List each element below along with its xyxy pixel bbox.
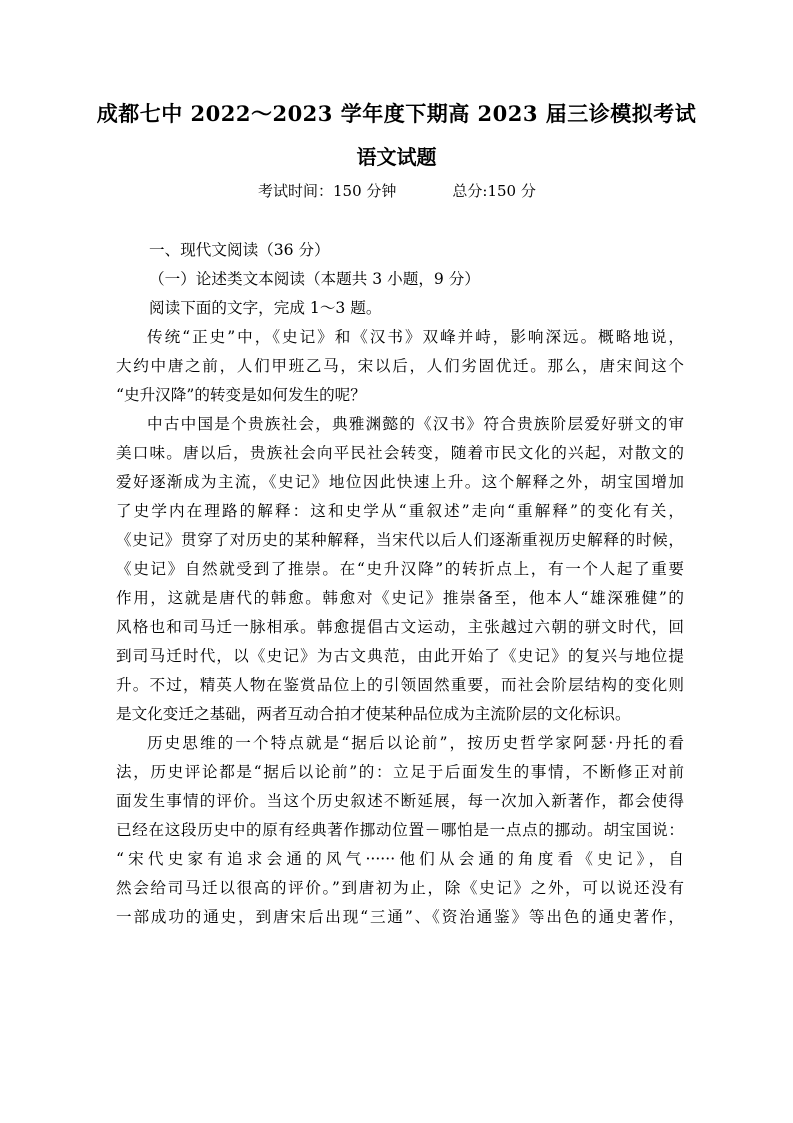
paragraph-line: 已经在这段历史中的原有经典著作挪动位置－哪怕是一点点的挪动。胡宝国说：: [116, 821, 684, 839]
paragraph-line: 法，历史评论都是“据后以论前”的：立足于后面发生的事情，不断修正对前: [116, 763, 684, 781]
paragraph-line: 中古中国是个贵族社会，典雅渊懿的《汉书》符合贵族阶层爱好骈文的审: [147, 415, 684, 433]
paragraph-3: [116, 729, 684, 932]
exam-total-score: 总分:150 分: [452, 182, 536, 200]
paragraph-line: 爱好逐渐成为主流，《史记》地位因此快速上升。这个解释之外，胡宝国增加: [116, 473, 684, 491]
paragraph-line: 是文化变迁之基础，两者互动合拍才使某种品位成为主流阶层的文化标识。: [116, 705, 631, 723]
section-heading: 一、现代文阅读（36 分）: [149, 241, 330, 259]
paragraph-line: 了史学内在理路的解释：这和史学从“重叙述”走向“重解释”的变化有关，: [116, 502, 684, 520]
paragraph-line: 面发生事情的评价。当这个历史叙述不断延展，每一次加入新著作，都会使得: [116, 792, 684, 810]
exam-title: 成都七中 2022～2023 学年度下期高 2023 届三诊模拟考试: [96, 101, 697, 126]
paragraph-line: 然会给司马迁以很高的评价。”到唐初为止，除《史记》之外，可以说还没有: [116, 879, 684, 897]
paragraph-1: [116, 323, 684, 410]
paragraph-line: 《史记》自然就受到了推崇。在“史升汉降”的转折点上，有一个人起了重要: [116, 560, 684, 578]
exam-meta: [258, 180, 536, 201]
paragraph-2: [116, 410, 684, 729]
paragraph-line: 传统“正史”中，《史记》和《汉书》双峰并峙，影响深远。概略地说，: [147, 328, 684, 346]
exam-body: [116, 236, 684, 932]
paragraph-line: “宋代史家有追求会通的风气······他们从会通的角度看《史记》，自: [116, 850, 684, 868]
paragraph-line: 到司马迁时代，以《史记》为古文典范，由此开始了《史记》的复兴与地位提: [116, 647, 684, 665]
paragraph-line: 美口味。唐以后，贵族社会向平民社会转变，随着市民文化的兴起，对散文的: [116, 444, 684, 462]
paragraph-line: 作用，这就是唐代的韩愈。韩愈对《史记》推崇备至，他本人“雄深雅健”的: [116, 589, 684, 607]
exam-subtitle: 语文试题: [356, 145, 437, 169]
paragraph-line: 升。不过，精英人物在鉴赏品位上的引领固然重要，而社会阶层结构的变化则: [116, 676, 684, 694]
exam-time: 考试时间：150 分钟: [258, 182, 397, 200]
paragraph-line: 大约中唐之前，人们甲班乙马，宋以后，人们劣固优迁。那么，唐宋间这个: [116, 357, 684, 375]
paragraph-line: “史升汉降”的转变是如何发生的呢？: [116, 386, 366, 404]
section-instruction: 阅读下面的文字，完成 1～3 题。: [149, 299, 382, 317]
paragraph-line: 风格也和司马迁一脉相承。韩愈提倡古文运动，主张越过六朝的骈文时代，回: [116, 618, 684, 636]
section-subheading: （一）论述类文本阅读（本题共 3 小题，9 分）: [149, 270, 480, 288]
paragraph-line: 历史思维的一个特点就是“据后以论前”，按历史哲学家阿瑟·丹托的看: [147, 734, 684, 752]
paragraph-line: 《史记》贯穿了对历史的某种解释，当宋代以后人们逐渐重视历史解释的时候，: [116, 531, 684, 549]
paragraph-line: 一部成功的通史，到唐宋后出现“三通”、《资治通鉴》等出色的通史著作，: [116, 908, 684, 926]
